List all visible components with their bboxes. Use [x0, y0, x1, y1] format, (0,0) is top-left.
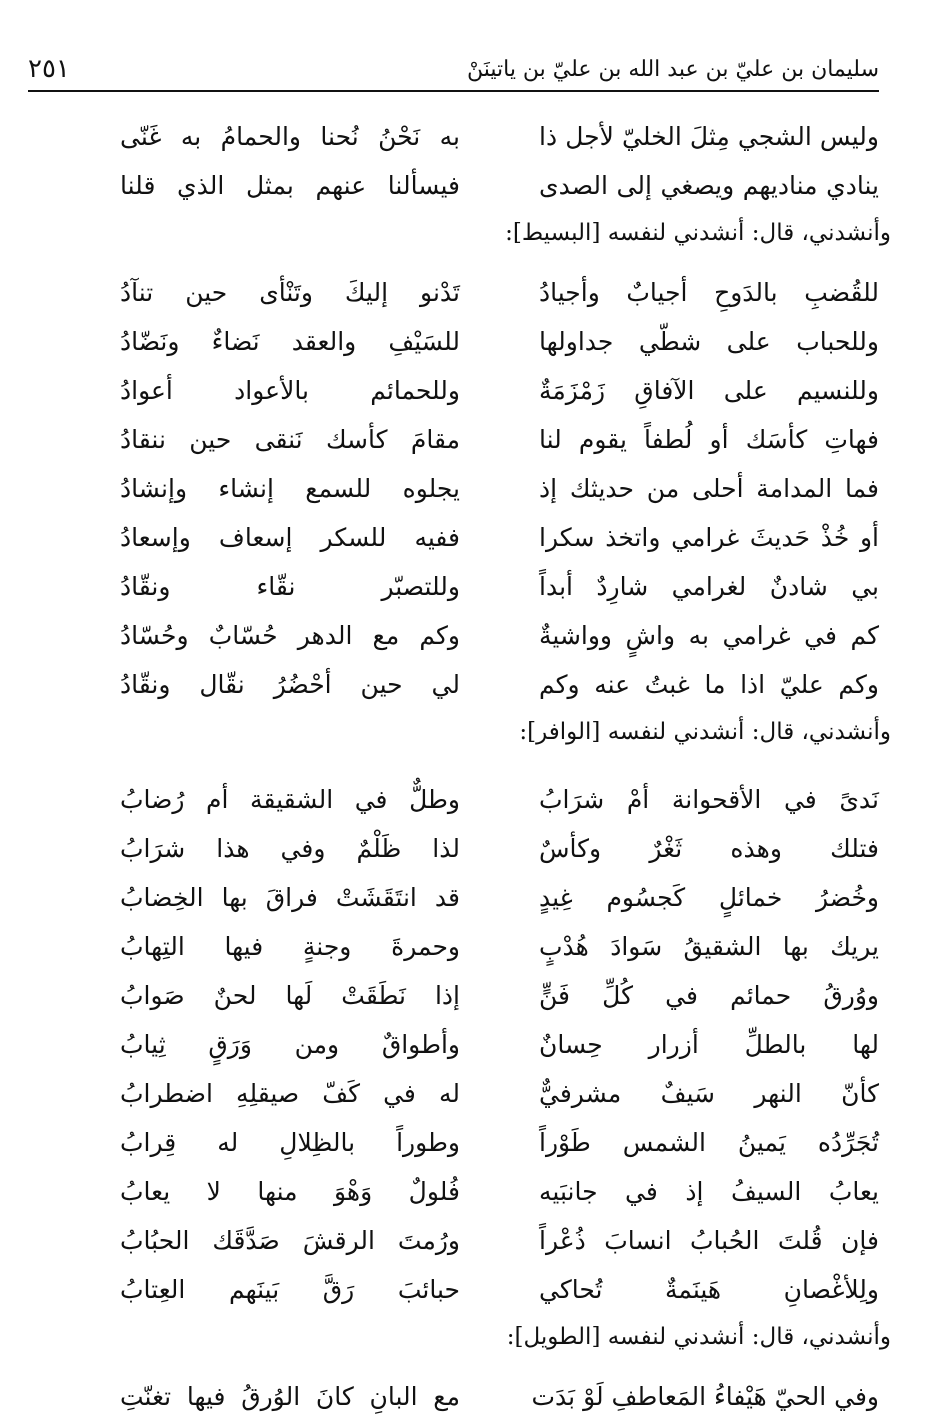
spacer — [120, 256, 879, 268]
poem-intro-tawil: وأنشدني، قال: أنشدني لنفسه [الطويل]: — [506, 1324, 891, 1350]
verse-first-hemistich: ووُرقُ حمائم في كُلِّ فَنٍّ — [539, 981, 879, 1010]
verse-line — [120, 1069, 879, 1118]
spacer — [120, 1360, 879, 1372]
verse-line — [120, 1118, 879, 1167]
verse-second-hemistich: تَدْنو إليكَ وتَنْأى حين تنآدُ — [120, 278, 460, 307]
verse-line — [120, 112, 879, 161]
verse-second-hemistich: وحمرةَ وجنةٍ فيها التِهابُ — [120, 932, 460, 961]
verse-second-hemistich: وأطواقٌ ومن وَرَقٍ ثِيابُ — [120, 1030, 460, 1059]
verse-first-hemistich: فما المدامة أحلى من حديثك إذ — [539, 474, 879, 503]
verse-first-hemistich: وكم عليّ اذا ما غبتُ عنه وكم — [539, 670, 879, 699]
verse-line — [120, 611, 879, 660]
verse-first-hemistich: ينادي مناديهم ويصغي إلى الصدى — [539, 171, 879, 200]
verse-second-hemistich: فيسألنا عنهم بمثل الذي قلنا — [120, 171, 460, 200]
verse-second-hemistich: لي حين أحْضُرُ نقّال ونقّادُ — [120, 670, 460, 699]
verse-line — [120, 1372, 879, 1421]
verse-line — [120, 161, 879, 210]
verse-line — [120, 464, 879, 513]
verse-second-hemistich: لذا ظَلْمٌ وفي هذا شرَابُ — [120, 834, 460, 863]
verse-first-hemistich: ولِلأغْصانِ هَينَمةٌ تُحاكي — [539, 1275, 879, 1304]
verse-line — [120, 317, 879, 366]
verse-second-hemistich: له في كَفّ صيقلِهِ اضطرابُ — [120, 1079, 460, 1108]
verse-second-hemistich: وكم مع الدهر حُسّابٌ وحُسّادُ — [120, 621, 460, 650]
poem-body — [120, 112, 891, 1411]
verse-second-hemistich: وللتصبّر نقّاء ونقّادُ — [120, 572, 460, 601]
verse-line — [120, 660, 879, 709]
verse-first-hemistich: كأنّ النهر سَيفٌ مشرفيٌّ — [539, 1079, 879, 1108]
verse-first-hemistich: وللنسيم على الآفاقِ زَمْزَمَةٌ — [539, 376, 879, 405]
verse-second-hemistich: يجلوه للسمع إنشاء وإنشادُ — [120, 474, 460, 503]
verse-first-hemistich: كم في غرامي به واشٍ وواشيةٌ — [539, 621, 879, 650]
verse-line — [120, 562, 879, 611]
verse-second-hemistich: قد انتَقَشَتْ فراقَ بها الخِضابُ — [120, 883, 460, 912]
verse-second-hemistich: وطلٌّ في الشقيقة أم رُضابُ — [120, 785, 460, 814]
verse-first-hemistich: فإن قُلتَ الحُبابُ انسابَ ذُعْراً — [539, 1226, 879, 1255]
verse-second-hemistich: وللحمائم بالأعواد أعوادُ — [120, 376, 460, 405]
verse-second-hemistich: حبائبَ رَقَّ بَينَهم العِتابُ — [120, 1275, 460, 1304]
verse-line — [120, 922, 879, 971]
verse-second-hemistich: به نَحْنُ نُحنا والحمامُ به غَنّى — [120, 122, 460, 151]
verse-first-hemistich: نَدىً في الأقحوانة أمْ شرَابُ — [539, 785, 879, 814]
verse-line — [120, 513, 879, 562]
verse-second-hemistich: فُلولٌ وَهْوَ منها لا يعابُ — [120, 1177, 460, 1206]
verse-line — [120, 873, 879, 922]
page-header — [28, 44, 879, 92]
verse-first-hemistich: وليس الشجي مِثلَ الخليّ لأجل ذا — [539, 122, 879, 151]
verse-first-hemistich: تُجَرِّدُه يَمينُ الشمس طَوْراً — [539, 1128, 879, 1157]
verse-first-hemistich: يريك بها الشقيقُ سَوادَ هُدْبٍ — [539, 932, 879, 961]
verse-first-hemistich: وفي الحيّ هَيْفاءُ المَعاطفِ لَوْ بَدَت — [531, 1382, 879, 1411]
verse-line — [120, 1265, 879, 1314]
verse-line — [120, 268, 879, 317]
verse-line — [120, 824, 879, 873]
running-title: سليمان بن عليّ بن عبد الله بن عليّ بن ياتينَنْ — [466, 57, 879, 82]
poem-intro-basit: وأنشدني، قال: أنشدني لنفسه [البسيط]: — [505, 220, 891, 246]
verse-first-hemistich: وللحباب على شطّي جداولها — [539, 327, 879, 356]
verse-first-hemistich: يعابُ السيفُ إذ في جانبَيه — [539, 1177, 879, 1206]
verse-second-hemistich: ففيه للسكر إسعاف وإسعادُ — [120, 523, 460, 552]
verse-first-hemistich: فهاتِ كأسَك أو لُطفاً يقوم لنا — [539, 425, 879, 454]
verse-second-hemistich: مع البانِ كانَ الوُرقُ فيها تغنّتِ — [120, 1382, 460, 1411]
verse-first-hemistich: وخُضرُ خمائلٍ كَجسُوم غِيدٍ — [539, 883, 879, 912]
verse-first-hemistich: بي شادنٌ لغرامي شارِدٌ أبداً — [539, 572, 879, 601]
verse-line — [120, 1167, 879, 1216]
spacer — [120, 755, 879, 775]
verse-line — [120, 1216, 879, 1265]
poem-intro-wafir: وأنشدني، قال: أنشدني لنفسه [الوافر]: — [519, 719, 891, 745]
verse-first-hemistich: للقُضبِ بالدَوحِ أجيابٌ وأجيادُ — [539, 278, 879, 307]
verse-second-hemistich: إذا نَطَقَتْ لَها لحنٌ صَوابُ — [120, 981, 460, 1010]
verse-first-hemistich: فتلك وهذه ثَغْرٌ وكأسٌ — [539, 834, 879, 863]
verse-line — [120, 775, 879, 824]
verse-second-hemistich: ورُمتَ الرقشَ صَدَّقَك الحبُابُ — [120, 1226, 460, 1255]
verse-first-hemistich: أو خُذْ حَديثَ غرامي واتخذ سكرا — [539, 523, 879, 552]
page-number: ٢٥١ — [28, 54, 70, 84]
verse-second-hemistich: للسَيْفِ والعقد نَضاءٌ ونَضّادُ — [120, 327, 460, 356]
verse-line — [120, 366, 879, 415]
verse-line — [120, 971, 879, 1020]
verse-line — [120, 1020, 879, 1069]
verse-second-hemistich: مقامَ كأسك نَنقى حين ننقادُ — [120, 425, 460, 454]
verse-first-hemistich: لها بالطلِّ أزرار حِسانٌ — [539, 1030, 879, 1059]
verse-second-hemistich: وطوراً بالظِلالِ له قِرابُ — [120, 1128, 460, 1157]
verse-line — [120, 415, 879, 464]
